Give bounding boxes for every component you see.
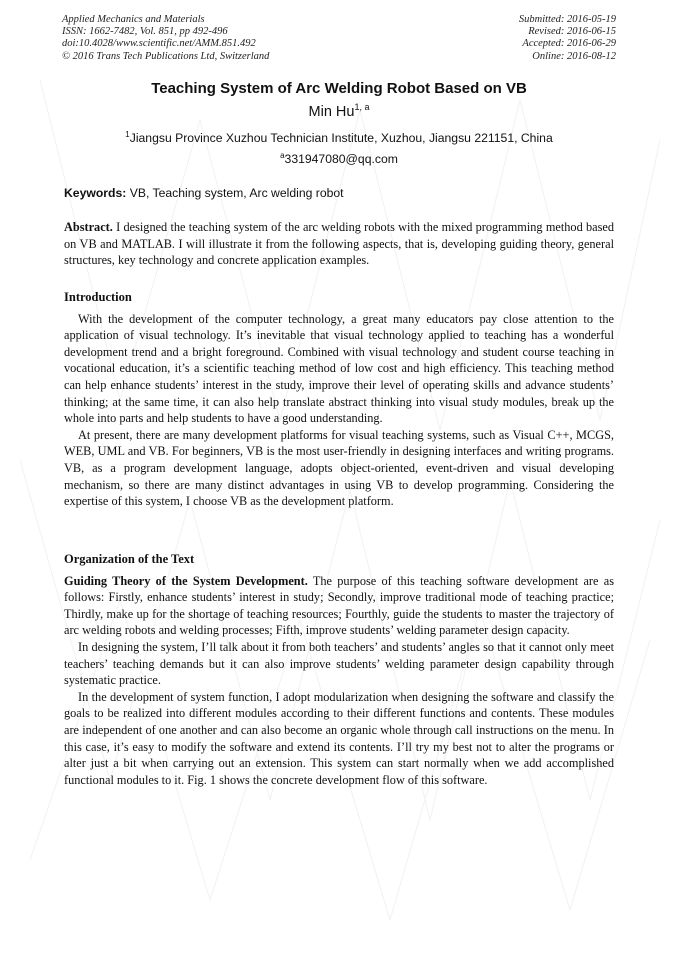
keywords-label: Keywords: bbox=[64, 186, 127, 200]
journal-doi: doi:10.4028/www.scientific.net/AMM.851.492 bbox=[62, 38, 256, 50]
paper-title: Teaching System of Arc Welding Robot Based on VB bbox=[151, 80, 527, 97]
journal-issn: ISSN: 1662-7482, Vol. 851, pp 492-496 bbox=[62, 26, 228, 38]
date-online: Online: 2016-08-12 bbox=[532, 50, 616, 62]
abstract-label: Abstract. bbox=[64, 220, 113, 234]
paragraph: At present, there are many development platforms for visual teaching systems, such as Visual C++, MCGS, WEB, UML and VB. For beginners, VB is the most user-friendly in designing interfaces and writing programs. VB, as a program development language, adopts object-oriented, event-driven and visual developing mechanism, so there are many distinct advantages in using VB to develop programming. Considering the expertise of this system, I choose VB as the development platform. bbox=[64, 427, 614, 509]
email-address[interactable]: 331947080@qq.com bbox=[284, 152, 398, 167]
paragraph-text: The purpose of this teaching software development are as follows: Firstly, enhance students’ interest in study; Secondly, improve traditional mode of teaching practice; Thirdly, make up for the shortage of teaching resources; Fourthly, guide the students to master the trajectory of arc welding robots and welding processes; Fifth, improve students’ welding parameter design capacity. bbox=[64, 573, 615, 638]
subheading: Guiding Theory of the System Development. bbox=[64, 573, 308, 588]
paragraph: In designing the system, I’ll talk about it from both teachers’ and students’ angles so that it cannot only meet teachers’ teaching demands but it can also improve students’ welding parameter design capability through systematic practice. bbox=[64, 639, 614, 688]
keywords bbox=[64, 186, 614, 200]
date-accepted: Accepted: 2016-06-29 bbox=[522, 38, 616, 50]
author-superscript: 1, a bbox=[354, 102, 370, 112]
email-superscript: a bbox=[280, 151, 285, 160]
introduction-section bbox=[64, 289, 614, 510]
affiliation-superscript: 1 bbox=[125, 130, 130, 139]
abstract-text: I designed the teaching system of the arc welding robots with the mixed programming method based on VB and MATLAB. I will illustrate it from the following aspects, that is, developing guiding theory, general structures, key technology and concrete application examples. bbox=[64, 220, 614, 268]
paragraph: With the development of the computer technology, a great many educators pay close attention to the application of visual technology. It’s inevitable that visual technology applied to teaching has a wonderful development trend and a bright foreground. Combined with visual technology and student course teaching in vocational education, it’s a scientific teaching method of low cost and high efficiency. This teaching method can help enhance students’ interest in the study, improve their level of operating skills and advance students’ thinking; at the same time, it can also help translate abstract thinking into visual study modules, break up the whole into parts and help students to have a good understanding. bbox=[64, 311, 614, 426]
organization-section bbox=[64, 551, 614, 788]
keywords-text: VB, Teaching system, Arc welding robot bbox=[126, 186, 344, 200]
organization-heading: Organization of the Text bbox=[64, 552, 195, 566]
journal-copyright: © 2016 Trans Tech Publications Ltd, Switzerland bbox=[62, 50, 270, 62]
submission-dates bbox=[519, 14, 616, 63]
date-revised: Revised: 2016-06-15 bbox=[528, 26, 616, 38]
journal-info bbox=[62, 14, 269, 63]
paragraph: In the development of system function, I adopt modularization when designing the software and classify the goals to be realized into different modules according to their different functions and contents. These modules are independent of one another and can also become an organic whole through call instructions on the menu. In this case, it’s easy to modify the software and extend its contents. I’ll try my best not to alter the programs or alter just a bit when carrying out an extension. This system can start normally when we add accomplished functional modules to it. Fig. 1 shows the concrete development flow of this software. bbox=[64, 689, 614, 787]
email bbox=[0, 151, 678, 166]
author-name: Min Hu bbox=[308, 103, 355, 120]
introduction-heading: Introduction bbox=[64, 290, 132, 304]
date-submitted: Submitted: 2016-05-19 bbox=[518, 14, 616, 25]
affiliation bbox=[0, 130, 678, 145]
journal-name: Applied Mechanics and Materials bbox=[62, 14, 205, 25]
journal-header bbox=[62, 14, 616, 64]
affiliation-text: Jiangsu Province Xuzhou Technician Institute, Xuzhou, Jiangsu 221151, China bbox=[129, 131, 553, 146]
paragraph bbox=[64, 573, 614, 639]
abstract bbox=[64, 219, 614, 269]
author-line bbox=[0, 102, 678, 120]
